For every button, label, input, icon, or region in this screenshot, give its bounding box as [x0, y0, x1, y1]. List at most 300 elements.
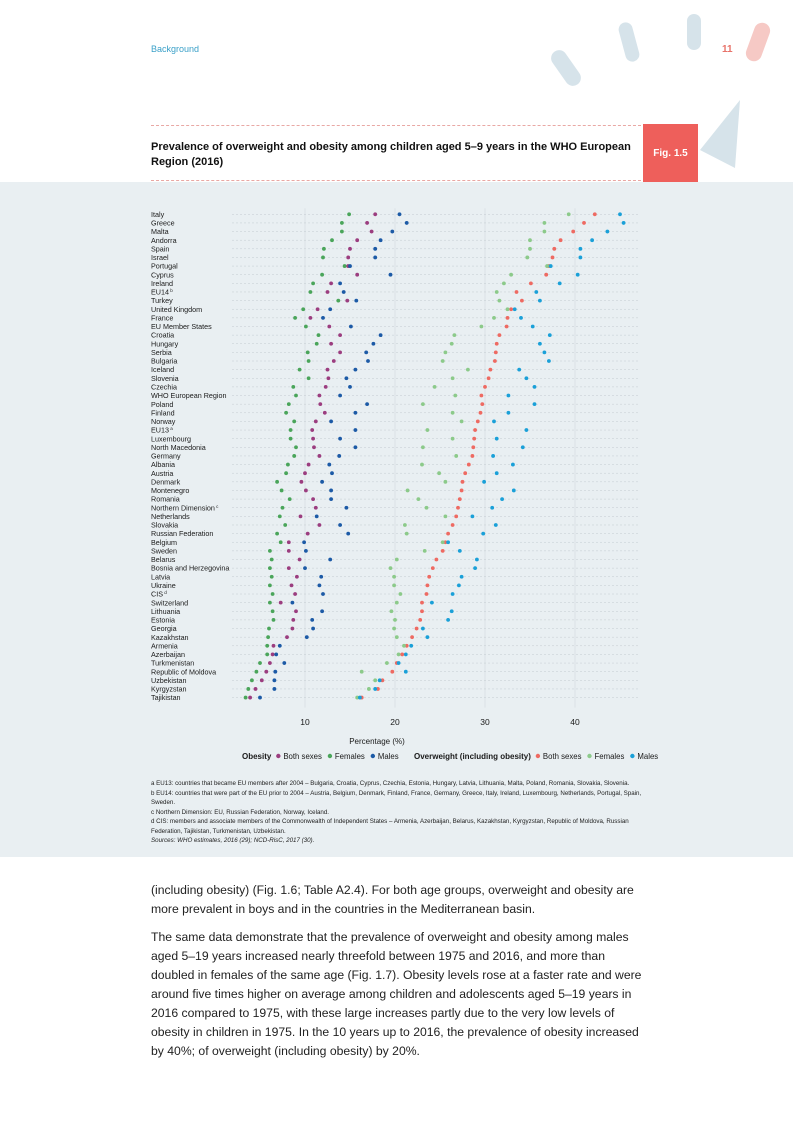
- overweight-legend-marker: [630, 754, 634, 758]
- obesity-females-point: [307, 359, 311, 363]
- obesity-both-point: [329, 281, 333, 285]
- obesity-males-point: [328, 307, 332, 311]
- obesity-females-point: [280, 489, 284, 493]
- figure-title: Prevalence of overweight and obesity among children aged 5–9 years in the WHO European Region (2016): [151, 141, 631, 168]
- x-tick-label: 40: [570, 717, 580, 727]
- obesity-both-point: [254, 687, 258, 691]
- obesity-both-point: [338, 350, 342, 354]
- overweight-females-point: [450, 342, 454, 346]
- obesity-legend-label: Males: [377, 752, 399, 761]
- obesity-both-point: [293, 592, 297, 596]
- overweight-males-point: [430, 601, 434, 605]
- obesity-females-point: [272, 618, 276, 622]
- overweight-males-point: [533, 385, 537, 389]
- country-label: Switzerland: [151, 598, 189, 608]
- obesity-males-point: [365, 402, 369, 406]
- obesity-females-point: [275, 532, 279, 536]
- obesity-both-point: [327, 376, 331, 380]
- obesity-legend-title: Obesity: [242, 752, 272, 761]
- overweight-both-point: [559, 238, 563, 242]
- overweight-both-point: [426, 583, 430, 587]
- obesity-both-point: [309, 316, 313, 320]
- obesity-both-point: [299, 514, 303, 518]
- overweight-males-point: [512, 489, 516, 493]
- obesity-males-point: [364, 350, 368, 354]
- overweight-females-point: [502, 281, 506, 285]
- country-label: Andorra: [151, 235, 177, 245]
- overweight-males-point: [507, 394, 511, 398]
- country-label: Montenegro: [151, 486, 190, 496]
- obesity-both-point: [279, 601, 283, 605]
- overweight-both-point: [487, 376, 491, 380]
- country-label: EU14 $^b$: [151, 287, 173, 297]
- x-tick-label: 30: [480, 717, 490, 727]
- section-label: Background: [151, 44, 200, 54]
- obesity-both-point: [260, 678, 264, 682]
- overweight-males-point: [446, 540, 450, 544]
- obesity-males-point: [345, 506, 349, 510]
- overweight-females-point: [421, 402, 425, 406]
- overweight-both-point: [427, 575, 431, 579]
- obesity-females-point: [286, 463, 290, 467]
- overweight-males-point: [404, 670, 408, 674]
- overweight-females-point: [509, 273, 513, 277]
- overweight-females-point: [433, 385, 437, 389]
- obesity-males-point: [291, 601, 295, 605]
- obesity-females-point: [265, 644, 269, 648]
- obesity-males-point: [274, 653, 278, 657]
- overweight-females-point: [389, 566, 393, 570]
- country-label: Tajikistan: [151, 693, 181, 703]
- obesity-females-point: [309, 290, 313, 294]
- overweight-females-point: [426, 428, 430, 432]
- overweight-females-point: [406, 489, 410, 493]
- obesity-females-point: [270, 575, 274, 579]
- overweight-females-point: [397, 653, 401, 657]
- title-rule-top: [151, 125, 641, 126]
- overweight-males-point: [378, 678, 382, 682]
- overweight-females-point: [453, 394, 457, 398]
- overweight-both-point: [446, 532, 450, 536]
- obesity-males-point: [405, 221, 409, 225]
- overweight-females-point: [525, 256, 529, 260]
- overweight-males-point: [531, 325, 535, 329]
- overweight-both-point: [552, 247, 556, 251]
- footnote-marker: a: [168, 426, 173, 432]
- overweight-both-point: [582, 221, 586, 225]
- country-label: Norway: [151, 417, 176, 427]
- obesity-females-point: [315, 342, 319, 346]
- country-label: Kyrgyzstan: [151, 684, 187, 694]
- obesity-females-point: [301, 307, 305, 311]
- obesity-both-point: [287, 549, 291, 553]
- overweight-females-point: [492, 316, 496, 320]
- obesity-females-point: [279, 540, 283, 544]
- overweight-females-point: [506, 307, 510, 311]
- overweight-both-point: [441, 549, 445, 553]
- obesity-both-point: [300, 480, 304, 484]
- overweight-both-point: [494, 350, 498, 354]
- body-paragraph: (including obesity) (Fig. 1.6; Table A2.4). For both age groups, overweight and obesity are more prevalent in boys and in the countries in the Mediterranean basin.: [151, 883, 634, 916]
- overweight-females-point: [466, 368, 470, 372]
- country-label: Ireland: [151, 278, 173, 288]
- obesity-males-point: [349, 325, 353, 329]
- overweight-females-point: [421, 445, 425, 449]
- overweight-females-point: [453, 333, 457, 337]
- overweight-both-point: [506, 316, 510, 320]
- obesity-females-point: [289, 437, 293, 441]
- country-label: Northern Dimension $^c$: [151, 503, 219, 513]
- obesity-males-point: [354, 368, 358, 372]
- overweight-females-point: [420, 463, 424, 467]
- overweight-males-point: [590, 238, 594, 242]
- obesity-females-point: [293, 316, 297, 320]
- overweight-females-point: [395, 635, 399, 639]
- obesity-males-point: [354, 299, 358, 303]
- overweight-females-point: [399, 592, 403, 596]
- overweight-males-point: [495, 471, 499, 475]
- overweight-females-point: [444, 350, 448, 354]
- obesity-both-point: [291, 618, 295, 622]
- footnote-marker: d: [162, 590, 167, 596]
- overweight-both-point: [463, 471, 467, 475]
- obesity-females-point: [304, 325, 308, 329]
- obesity-males-point: [311, 627, 315, 631]
- obesity-females-point: [246, 687, 250, 691]
- country-label: Lithuania: [151, 606, 181, 616]
- obesity-females-point: [284, 471, 288, 475]
- country-label: Azerbaijan: [151, 650, 185, 660]
- obesity-both-point: [295, 575, 299, 579]
- x-tick-label: 10: [300, 717, 310, 727]
- obesity-females-point: [330, 238, 334, 242]
- overweight-males-point: [511, 463, 515, 467]
- obesity-both-point: [272, 644, 276, 648]
- figure-notes: [151, 779, 651, 846]
- overweight-males-point: [373, 687, 377, 691]
- body-text: [151, 881, 643, 1070]
- overweight-females-point: [360, 670, 364, 674]
- obesity-both-point: [314, 506, 318, 510]
- obesity-females-point: [268, 583, 272, 587]
- obesity-legend-label: Both sexes: [283, 752, 322, 761]
- overweight-both-point: [480, 394, 484, 398]
- overweight-females-point: [395, 558, 399, 562]
- obesity-females-point: [265, 653, 269, 657]
- overweight-females-point: [385, 661, 389, 665]
- obesity-both-point: [287, 566, 291, 570]
- overweight-both-point: [515, 290, 519, 294]
- obesity-females-point: [258, 661, 262, 665]
- page-number: 11: [722, 44, 733, 55]
- overweight-both-point: [431, 566, 435, 570]
- country-label: Belgium: [151, 537, 177, 547]
- country-label: Turkey: [151, 296, 173, 306]
- obesity-both-point: [332, 359, 336, 363]
- overweight-males-point: [521, 445, 525, 449]
- obesity-males-point: [330, 471, 334, 475]
- overweight-both-point: [458, 497, 462, 501]
- overweight-males-point: [482, 480, 486, 484]
- obesity-females-point: [317, 333, 321, 337]
- overweight-females-point: [373, 678, 377, 682]
- body-paragraph: The same data demonstrate that the prevalence of overweight and obesity among males aged 5–19 years increased nearly threefold between 1975 and 2016, and more than doubled in females of the same age (Fig. 1.7). Obesity levels rose at a faster rate and were around five times higher on average among children and adolescents aged 5–19 years in 2016 compared to 1975, with these large increases partly due to the very low levels of obesity in children in 1975. In the 10 years up to 2016, the prevalence of obesity increased by 40%; of overweight (including obesity) by 20%.: [151, 930, 642, 1058]
- overweight-males-point: [458, 549, 462, 553]
- obesity-males-point: [327, 463, 331, 467]
- obesity-females-point: [288, 497, 292, 501]
- obesity-both-point: [291, 627, 295, 631]
- obesity-males-point: [338, 523, 342, 527]
- country-label: Slovenia: [151, 373, 179, 383]
- obesity-males-point: [354, 445, 358, 449]
- overweight-males-point: [534, 290, 538, 294]
- overweight-both-point: [472, 437, 476, 441]
- overweight-females-point: [567, 212, 571, 216]
- country-label: Finland: [151, 408, 175, 418]
- overweight-both-point: [571, 230, 575, 234]
- overweight-males-point: [558, 281, 562, 285]
- obesity-both-point: [316, 307, 320, 311]
- overweight-males-point: [533, 402, 537, 406]
- obesity-females-point: [271, 592, 275, 596]
- country-label: WHO European Region: [151, 391, 227, 401]
- overweight-females-point: [444, 480, 448, 484]
- obesity-males-point: [348, 264, 352, 268]
- obesity-males-point: [320, 480, 324, 484]
- dot-plot-chart: [0, 182, 793, 777]
- overweight-both-point: [460, 489, 464, 493]
- country-label: Estonia: [151, 615, 175, 625]
- overweight-females-point: [423, 549, 427, 553]
- overweight-both-point: [473, 428, 477, 432]
- overweight-males-point: [491, 454, 495, 458]
- obesity-males-point: [348, 385, 352, 389]
- obesity-males-point: [329, 497, 333, 501]
- obesity-females-point: [281, 506, 285, 510]
- country-label: Armenia: [151, 641, 178, 651]
- country-label: United Kingdom: [151, 304, 203, 314]
- overweight-females-point: [543, 230, 547, 234]
- obesity-both-point: [264, 670, 268, 674]
- overweight-both-point: [476, 420, 480, 424]
- obesity-both-point: [345, 299, 349, 303]
- overweight-males-point: [451, 592, 455, 596]
- obesity-females-point: [321, 256, 325, 260]
- overweight-both-point: [415, 627, 419, 631]
- obesity-females-point: [307, 376, 311, 380]
- obesity-males-point: [282, 661, 286, 665]
- overweight-males-point: [622, 221, 626, 225]
- note-c: c Northern Dimension: EU, Russian Federation, Norway, Iceland.: [151, 808, 330, 816]
- obesity-males-point: [338, 437, 342, 441]
- overweight-both-point: [529, 281, 533, 285]
- obesity-females-point: [343, 264, 347, 268]
- overweight-males-point: [549, 264, 553, 268]
- overweight-males-point: [538, 299, 542, 303]
- overweight-females-point: [480, 325, 484, 329]
- overweight-females-point: [392, 575, 396, 579]
- obesity-males-point: [329, 420, 333, 424]
- obesity-males-point: [398, 212, 402, 216]
- overweight-both-point: [451, 523, 455, 527]
- overweight-both-point: [551, 256, 555, 260]
- overweight-males-point: [519, 316, 523, 320]
- obesity-males-point: [373, 256, 377, 260]
- obesity-legend-marker: [276, 754, 280, 758]
- obesity-both-point: [348, 247, 352, 251]
- country-label: Netherlands: [151, 511, 190, 521]
- country-label: Georgia: [151, 624, 177, 634]
- obesity-both-point: [303, 471, 307, 475]
- obesity-both-point: [324, 385, 328, 389]
- obesity-both-point: [285, 635, 289, 639]
- obesity-females-point: [268, 601, 272, 605]
- overweight-males-point: [500, 497, 504, 501]
- country-label: France: [151, 313, 174, 323]
- overweight-legend-label: Both sexes: [542, 752, 582, 761]
- overweight-females-point: [417, 497, 421, 501]
- overweight-legend-label: Females: [594, 752, 625, 761]
- country-label: Czechia: [151, 382, 177, 392]
- obesity-both-point: [298, 558, 302, 562]
- overweight-both-point: [390, 670, 394, 674]
- country-label: Luxembourg: [151, 434, 191, 444]
- obesity-males-point: [389, 273, 393, 277]
- obesity-both-point: [370, 230, 374, 234]
- obesity-both-point: [311, 437, 315, 441]
- overweight-both-point: [520, 299, 524, 303]
- obesity-males-point: [366, 359, 370, 363]
- overweight-males-point: [426, 635, 430, 639]
- obesity-both-point: [248, 696, 252, 700]
- overweight-both-point: [509, 307, 513, 311]
- overweight-females-point: [392, 583, 396, 587]
- obesity-females-point: [320, 273, 324, 277]
- country-label: Greece: [151, 218, 175, 228]
- note-d: d CIS: members and associate members of the Commonwealth of Independent States – Armenia, Azerbaijan, Belarus, Kazakhstan, Kyrgyzstan, Republic of Moldova, Russian Federation, Tajikistan, Turkmenistan, Uzbekistan.: [151, 818, 629, 835]
- obesity-females-point: [266, 635, 270, 639]
- obesity-legend-marker: [328, 754, 332, 758]
- obesity-males-point: [303, 566, 307, 570]
- country-label: Republic of Moldova: [151, 667, 217, 677]
- country-label: Denmark: [151, 477, 181, 487]
- overweight-males-point: [473, 566, 477, 570]
- overweight-males-point: [579, 247, 583, 251]
- obesity-females-point: [250, 678, 254, 682]
- obesity-both-point: [327, 325, 331, 329]
- obesity-both-point: [306, 532, 310, 536]
- overweight-males-point: [421, 627, 425, 631]
- country-label: Latvia: [151, 572, 171, 582]
- overweight-males-point: [460, 575, 464, 579]
- obesity-females-point: [347, 212, 351, 216]
- overweight-both-point: [493, 359, 497, 363]
- country-label: Germany: [151, 451, 181, 461]
- overweight-both-point: [420, 609, 424, 613]
- overweight-males-point: [471, 514, 475, 518]
- title-rule-bottom: [151, 180, 641, 181]
- overweight-legend-label: Males: [637, 752, 659, 761]
- obesity-both-point: [318, 454, 322, 458]
- obesity-females-point: [278, 514, 282, 518]
- obesity-males-point: [337, 454, 341, 458]
- overweight-both-point: [505, 325, 509, 329]
- country-label: Slovakia: [151, 520, 179, 530]
- overweight-males-point: [481, 532, 485, 536]
- obesity-males-point: [318, 583, 322, 587]
- country-label: Bulgaria: [151, 356, 178, 366]
- overweight-males-point: [579, 256, 583, 260]
- overweight-females-point: [367, 687, 371, 691]
- obesity-males-point: [273, 670, 277, 674]
- country-label: EU13 $^a$: [151, 425, 173, 435]
- country-label: Albania: [151, 460, 175, 470]
- obesity-females-point: [306, 350, 310, 354]
- footnote-marker: b: [168, 288, 173, 294]
- overweight-females-point: [390, 609, 394, 613]
- obesity-males-point: [342, 290, 346, 294]
- obesity-both-point: [326, 290, 330, 294]
- overweight-both-point: [495, 342, 499, 346]
- overweight-females-point: [451, 411, 455, 415]
- overweight-females-point: [451, 376, 455, 380]
- overweight-males-point: [358, 696, 362, 700]
- overweight-males-point: [618, 212, 622, 216]
- obesity-males-point: [328, 558, 332, 562]
- obesity-males-point: [346, 532, 350, 536]
- overweight-both-point: [420, 601, 424, 605]
- obesity-both-point: [290, 583, 294, 587]
- obesity-both-point: [294, 609, 298, 613]
- note-a: a EU13: countries that became EU members after 2004 – Bulgaria, Croatia, Cyprus, Czechia, Estonia, Hungary, Latvia, Lithuania, Malta, Poland, Romania, Slovakia, Slovenia.: [151, 780, 630, 787]
- obesity-both-point: [314, 420, 318, 424]
- country-label: Bosnia and Herzegovina: [151, 563, 230, 573]
- obesity-females-point: [298, 368, 302, 372]
- overweight-females-point: [451, 437, 455, 441]
- overweight-males-point: [409, 644, 413, 648]
- overweight-females-point: [441, 359, 445, 363]
- obesity-both-point: [310, 428, 314, 432]
- overweight-males-point: [543, 350, 547, 354]
- overweight-both-point: [479, 411, 483, 415]
- overweight-females-point: [498, 299, 502, 303]
- overweight-females-point: [403, 523, 407, 527]
- obesity-both-point: [318, 402, 322, 406]
- obesity-males-point: [273, 687, 277, 691]
- overweight-males-point: [513, 307, 517, 311]
- obesity-females-point: [244, 696, 248, 700]
- overweight-both-point: [454, 514, 458, 518]
- overweight-legend-marker: [536, 754, 540, 758]
- obesity-both-point: [287, 540, 291, 544]
- obesity-females-point: [340, 230, 344, 234]
- overweight-both-point: [471, 445, 475, 449]
- country-label: Italy: [151, 209, 165, 219]
- overweight-females-point: [441, 540, 445, 544]
- overweight-legend-marker: [587, 754, 591, 758]
- obesity-males-point: [390, 230, 394, 234]
- obesity-females-point: [289, 428, 293, 432]
- obesity-males-point: [321, 592, 325, 596]
- overweight-females-point: [543, 221, 547, 225]
- overweight-males-point: [547, 359, 551, 363]
- obesity-females-point: [294, 445, 298, 449]
- overweight-females-point: [528, 238, 532, 242]
- obesity-males-point: [302, 540, 306, 544]
- footnote-marker: c: [214, 503, 219, 509]
- obesity-males-point: [354, 411, 358, 415]
- overweight-males-point: [404, 653, 408, 657]
